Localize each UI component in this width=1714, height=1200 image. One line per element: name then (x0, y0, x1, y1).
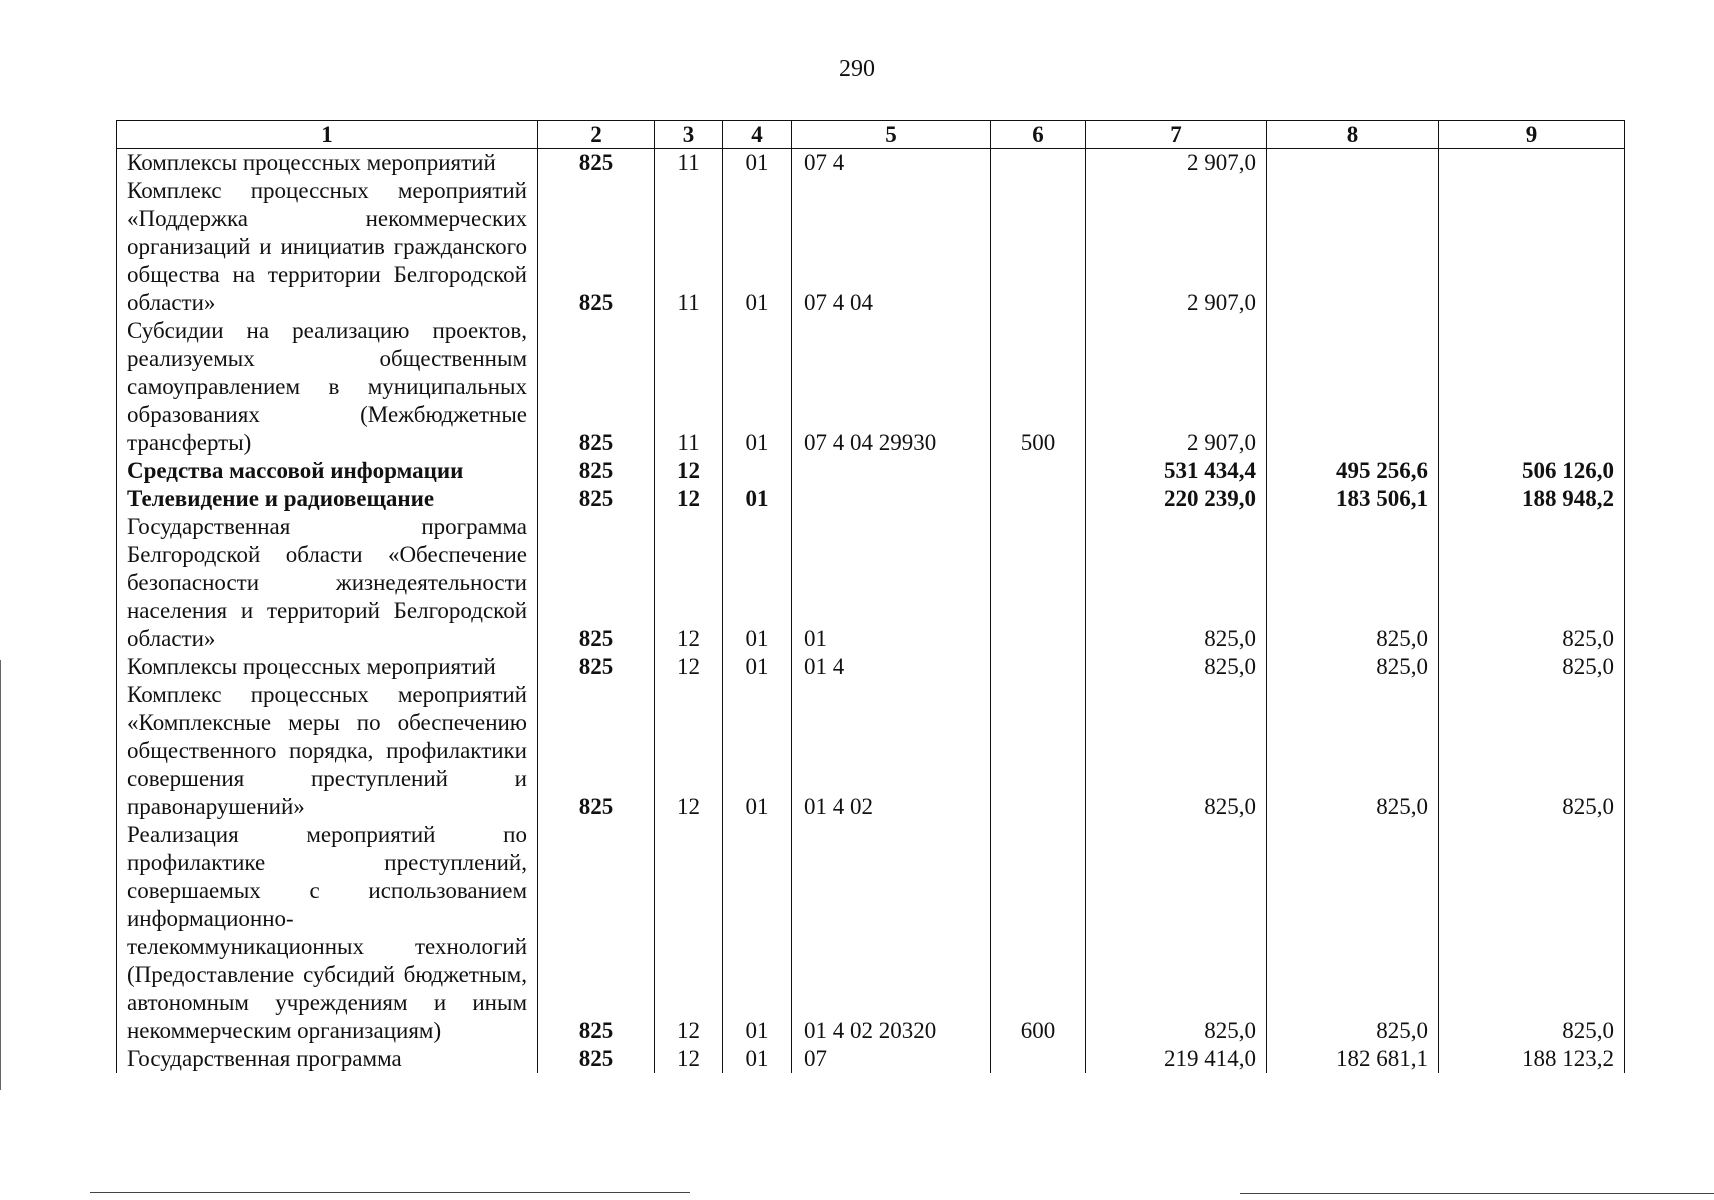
row-amount-col9: 825,0 (1439, 653, 1625, 681)
header-col-2: 2 (538, 121, 655, 149)
row-subsection: 01 (723, 681, 792, 821)
row-amount-col9: 825,0 (1439, 513, 1625, 653)
table-row (117, 681, 1625, 821)
row-section: 12 (655, 513, 723, 653)
table-row (117, 149, 1625, 178)
table-body (117, 149, 1625, 1074)
row-amount-col8 (1267, 177, 1439, 317)
table-row (117, 513, 1625, 653)
row-name: Комплекс процессных мероприятий «Поддержка некоммерческих организаций и инициатив гражданского общества на территории Белгородской области» (117, 177, 538, 317)
header-col-7: 7 (1086, 121, 1267, 149)
bottom-rule-left (90, 1192, 690, 1193)
row-section: 12 (655, 1045, 723, 1073)
row-section: 11 (655, 177, 723, 317)
row-expense-type (991, 177, 1086, 317)
page-number: 290 (839, 56, 875, 82)
row-name: Телевидение и радиовещание (117, 485, 538, 513)
row-subsection: 01 (723, 177, 792, 317)
row-expense-type (991, 149, 1086, 178)
header-col-6: 6 (991, 121, 1086, 149)
row-code-admin: 825 (538, 317, 655, 457)
row-code-admin: 825 (538, 681, 655, 821)
row-amount-col9 (1439, 149, 1625, 178)
row-amount-col9 (1439, 177, 1625, 317)
row-expense-type (991, 681, 1086, 821)
row-target-article: 01 4 02 20320 (792, 821, 991, 1045)
header-col-3: 3 (655, 121, 723, 149)
row-subsection: 01 (723, 513, 792, 653)
row-subsection: 01 (723, 653, 792, 681)
row-amount-col7: 2 907,0 (1086, 177, 1267, 317)
header-col-4: 4 (723, 121, 792, 149)
budget-table (116, 120, 1625, 1073)
row-section: 12 (655, 653, 723, 681)
row-code-admin: 825 (538, 457, 655, 485)
row-subsection: 01 (723, 821, 792, 1045)
row-target-article: 01 (792, 513, 991, 653)
row-amount-col8: 825,0 (1267, 513, 1439, 653)
row-section: 11 (655, 149, 723, 178)
row-section: 11 (655, 317, 723, 457)
row-amount-col7: 825,0 (1086, 653, 1267, 681)
bottom-rule-right (1240, 1193, 1714, 1194)
header-col-9: 9 (1439, 121, 1625, 149)
header-col-8: 8 (1267, 121, 1439, 149)
row-code-admin: 825 (538, 149, 655, 178)
row-name: Комплексы процессных мероприятий (117, 653, 538, 681)
row-expense-type (991, 1045, 1086, 1073)
row-expense-type (991, 513, 1086, 653)
row-amount-col8: 825,0 (1267, 653, 1439, 681)
row-target-article: 07 4 (792, 149, 991, 178)
row-code-admin: 825 (538, 513, 655, 653)
row-amount-col9: 188 948,2 (1439, 485, 1625, 513)
row-code-admin: 825 (538, 821, 655, 1045)
row-amount-col8 (1267, 317, 1439, 457)
table-row (117, 653, 1625, 681)
row-amount-col8: 825,0 (1267, 681, 1439, 821)
table-row (117, 177, 1625, 317)
row-amount-col9: 825,0 (1439, 821, 1625, 1045)
row-expense-type: 600 (991, 821, 1086, 1045)
table-row (117, 485, 1625, 513)
row-subsection: 01 (723, 485, 792, 513)
row-amount-col9: 188 123,2 (1439, 1045, 1625, 1073)
table-row (117, 317, 1625, 457)
row-subsection (723, 457, 792, 485)
row-amount-col8: 182 681,1 (1267, 1045, 1439, 1073)
row-expense-type (991, 457, 1086, 485)
row-amount-col7: 825,0 (1086, 821, 1267, 1045)
row-amount-col7: 220 239,0 (1086, 485, 1267, 513)
row-amount-col8: 825,0 (1267, 821, 1439, 1045)
row-expense-type (991, 485, 1086, 513)
row-amount-col8 (1267, 149, 1439, 178)
row-code-admin: 825 (538, 653, 655, 681)
row-amount-col9: 825,0 (1439, 681, 1625, 821)
row-name: Субсидии на реализацию проектов, реализуемых общественным самоуправлением в муниципальных образованиях (Межбюджетные трансферты) (117, 317, 538, 457)
row-name: Комплексы процессных мероприятий (117, 149, 538, 178)
row-code-admin: 825 (538, 177, 655, 317)
row-target-article (792, 457, 991, 485)
row-subsection: 01 (723, 317, 792, 457)
table-header (117, 121, 1625, 149)
row-name: Государственная программа Белгородской области «Обеспечение безопасности жизнедеятельности населения и территорий Белгородской области» (117, 513, 538, 653)
row-amount-col7: 2 907,0 (1086, 317, 1267, 457)
row-target-article: 07 4 04 29930 (792, 317, 991, 457)
row-target-article (792, 485, 991, 513)
row-amount-col7: 2 907,0 (1086, 149, 1267, 178)
table-row (117, 821, 1625, 1045)
row-section: 12 (655, 681, 723, 821)
row-amount-col8: 183 506,1 (1267, 485, 1439, 513)
row-name: Комплекс процессных мероприятий «Комплексные меры по обеспечению общественного порядка, профилактики совершения преступлений и правонарушений» (117, 681, 538, 821)
row-target-article: 07 (792, 1045, 991, 1073)
table-row (117, 457, 1625, 485)
row-name: Реализация мероприятий по профилактике преступлений, совершаемых с использованием информационно-телекоммуникационных технологий (Предоставление субсидий бюджетным, автономным учреждениям и иным некоммерческим организациям) (117, 821, 538, 1045)
row-amount-col8: 495 256,6 (1267, 457, 1439, 485)
row-amount-col7: 219 414,0 (1086, 1045, 1267, 1073)
row-target-article: 01 4 02 (792, 681, 991, 821)
row-section: 12 (655, 821, 723, 1045)
row-subsection: 01 (723, 149, 792, 178)
row-subsection: 01 (723, 1045, 792, 1073)
row-name: Государственная программа (117, 1045, 538, 1073)
row-expense-type (991, 653, 1086, 681)
row-name: Средства массовой информации (117, 457, 538, 485)
scan-edge-line (0, 660, 1, 1090)
row-target-article: 01 4 (792, 653, 991, 681)
row-section: 12 (655, 485, 723, 513)
row-expense-type: 500 (991, 317, 1086, 457)
row-amount-col7: 825,0 (1086, 681, 1267, 821)
row-target-article: 07 4 04 (792, 177, 991, 317)
row-amount-col9 (1439, 317, 1625, 457)
row-code-admin: 825 (538, 485, 655, 513)
table-row (117, 1045, 1625, 1073)
row-section: 12 (655, 457, 723, 485)
row-amount-col7: 825,0 (1086, 513, 1267, 653)
row-amount-col9: 506 126,0 (1439, 457, 1625, 485)
row-code-admin: 825 (538, 1045, 655, 1073)
header-col-1: 1 (117, 121, 538, 149)
header-col-5: 5 (792, 121, 991, 149)
row-amount-col7: 531 434,4 (1086, 457, 1267, 485)
